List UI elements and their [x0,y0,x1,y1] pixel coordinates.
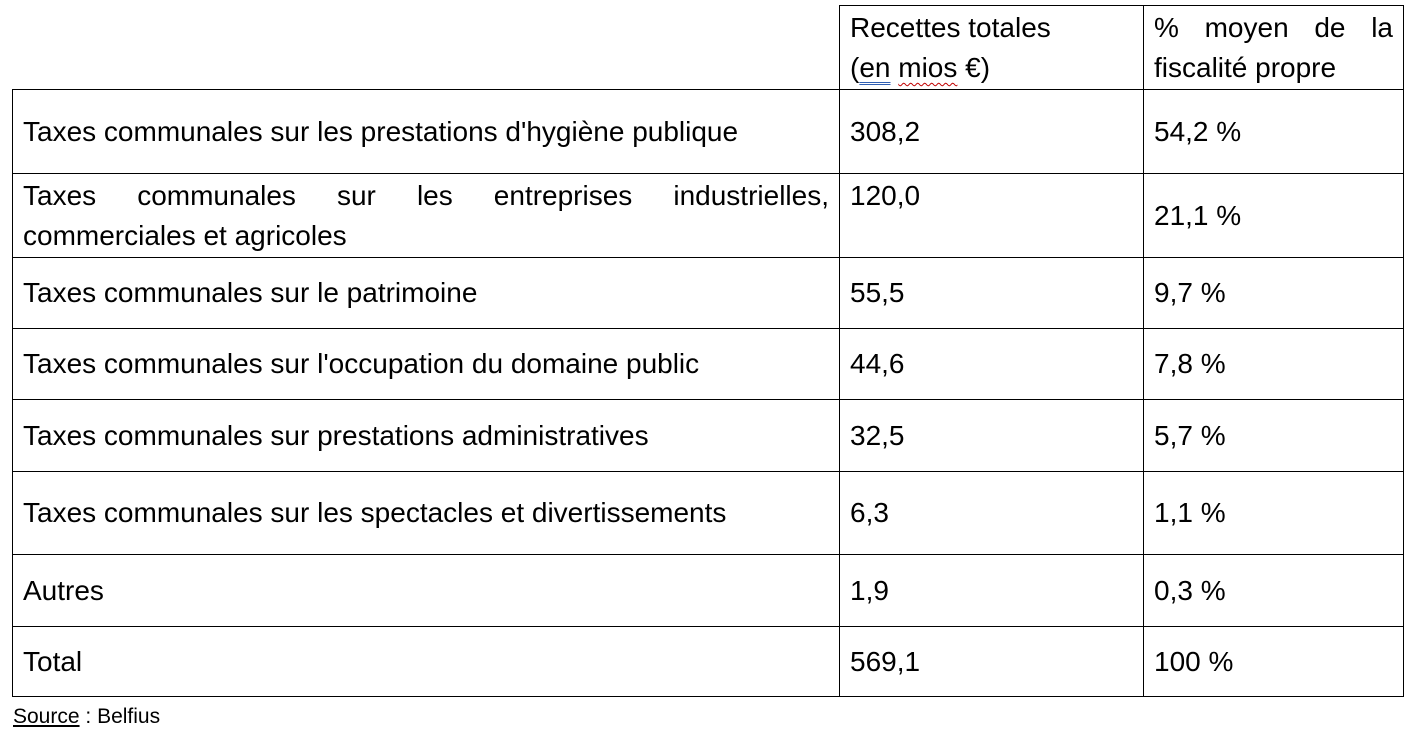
row-label-total: Total [13,627,840,697]
header-empty-cell [13,6,840,90]
row-label-spectacles: Taxes communales sur les spectacles et divertissements [13,472,840,555]
table-row [13,258,1404,329]
row-pourcentage-entreprises: 21,1 % [1144,174,1404,258]
row-label-patrimoine: Taxes communales sur le patrimoine [13,258,840,329]
row-recettes-hygiene: 308,2 [840,90,1144,174]
row-recettes-entreprises: 120,0 [840,174,1144,258]
row-label-domaine-public: Taxes communales sur l'occupation du domaine public [13,329,840,400]
header-pourcentage-fiscalite: % moyen de la fiscalité propre [1144,6,1404,90]
row-recettes-autres: 1,9 [840,555,1144,627]
row-pourcentage-patrimoine: 9,7 % [1144,258,1404,329]
row-pourcentage-hygiene: 54,2 % [1144,90,1404,174]
source-value: Belfius [97,705,161,728]
row-recettes-patrimoine: 55,5 [840,258,1144,329]
row-label-entreprises: Taxes communales sur les entreprises industrielles, commerciales et agricoles [13,174,840,258]
header-paren-open: ( [850,52,860,83]
row-pourcentage-spectacles: 1,1 % [1144,472,1404,555]
row-recettes-domaine-public: 44,6 [840,329,1144,400]
header-word-en: en [859,52,891,83]
row-recettes-administratives: 32,5 [840,400,1144,472]
header-unit: €) [957,52,991,83]
row-label-autres: Autres [13,555,840,627]
table-row [13,555,1404,627]
row-label-hygiene: Taxes communales sur les prestations d'hygiène publique [13,90,840,174]
row-label-administratives: Taxes communales sur prestations administratives [13,400,840,472]
table-total-row [13,627,1404,697]
row-recettes-spectacles: 6,3 [840,472,1144,555]
table-row [13,400,1404,472]
row-pourcentage-administratives: 5,7 % [1144,400,1404,472]
row-recettes-total: 569,1 [840,627,1144,697]
source-note [13,704,160,730]
source-separator: : [79,705,98,728]
table-row [13,174,1404,258]
table-header-row [13,6,1404,90]
header-recettes-totales [840,6,1144,90]
table-row [13,472,1404,555]
source-label: Source [13,705,80,728]
row-pourcentage-total: 100 % [1144,627,1404,697]
table-row [13,329,1404,400]
table-row [13,90,1404,174]
row-pourcentage-autres: 0,3 % [1144,555,1404,627]
header-recettes-line1: Recettes totales [850,12,1051,43]
row-pourcentage-domaine-public: 7,8 % [1144,329,1404,400]
header-word-mios: mios [898,52,958,83]
tax-revenue-table [12,5,1404,697]
